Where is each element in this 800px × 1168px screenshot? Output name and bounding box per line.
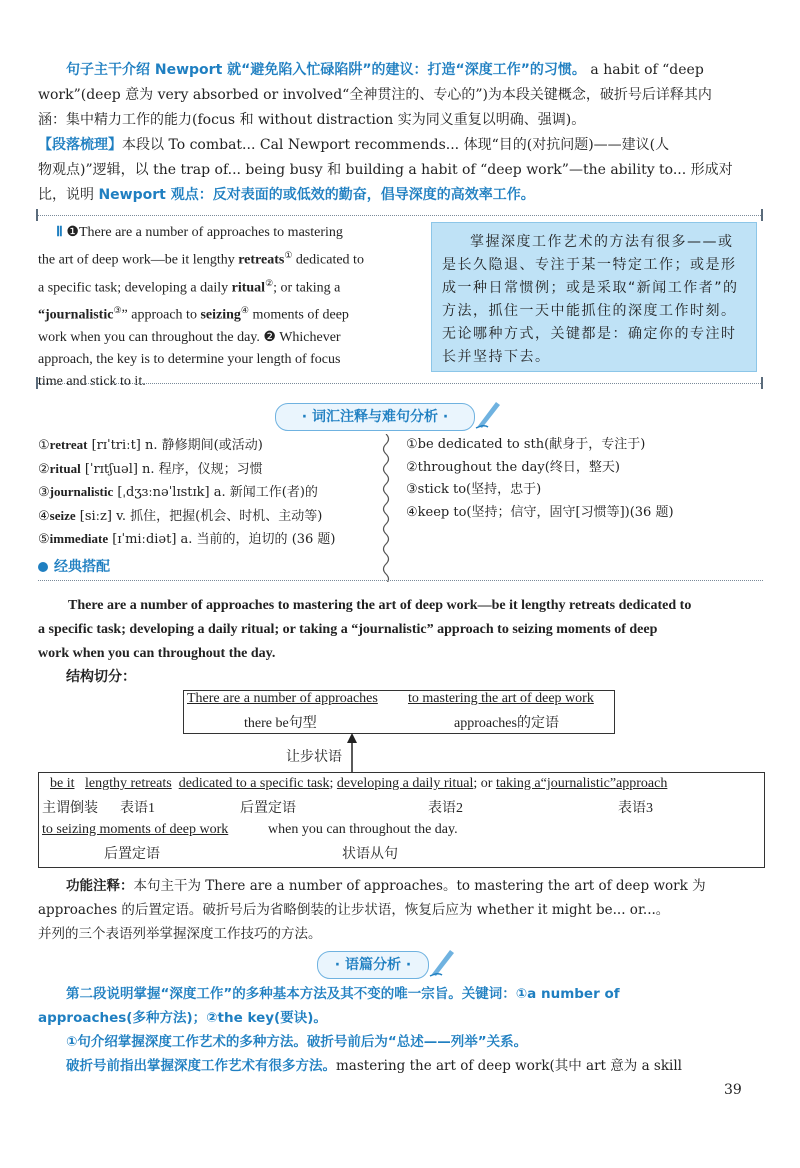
intro-key-sentence: 句子主干介绍 Newport 就“避免陷入忙碌陷阱”的建议：打造“深度工作”的习惯。 (66, 62, 586, 78)
vocab-item: ②ritual [ˈrɪtʃuəl] n. 程序，仪规；习惯 (38, 460, 263, 477)
separator (38, 383, 763, 384)
intro-conclusion: Newport 观点：反对表面的或低效的勤奋，倡导深度的高效率工作。 (98, 187, 535, 203)
bullet-icon (38, 562, 48, 572)
vocab-section-title: · 词汇注释与难句分析 · (275, 403, 475, 431)
phrase-item: ②throughout the day(终日，整天) (406, 459, 620, 475)
vocab-item: ⑤immediate [ɪˈmiːdiət] a. 当前的，迫切的 (36 题) (38, 531, 336, 547)
page-number: 39 (724, 1082, 742, 1098)
function-note-label: 功能注释： (66, 878, 134, 894)
concession-label: 让步状语 (286, 749, 342, 765)
pen-icon (474, 396, 504, 430)
vocab-item: ①retreat [rɪˈtriːt] n. 静修期间(或活动) (38, 437, 263, 453)
vocab-item: ③journalistic [ˌdʒɜːnəˈlɪstɪk] a. 新闻工作(者)的 (38, 484, 318, 500)
phrase-item: ④keep to(坚持；信守，固守[习惯等])(36 题) (406, 504, 674, 520)
phrase-item: ①be dedicated to sth(献身于，专注于) (406, 437, 646, 452)
translation-box: 掌握深度工作艺术的方法有很多——或是长久隐退、专注于某一特定工作；或是形成一种日常惯例；或是采取“新闻工作者”的方法，抓住一天中能抓住的深度工作时刻。无论哪种方式，关键都是：确定你的专注时长并坚持下去。 (431, 222, 757, 372)
key-sentence: There are a number of approaches to mastering the art of deep work—be it lengthy retreats dedicated to a specific task; developing a daily ritual; or taking a “journalistic” approach to seizing moments of deep work when you can throughout the day. (38, 598, 692, 661)
phrase-item: ③stick to(坚持，忠于) (406, 482, 542, 497)
paragraph-summary-label: 【段落梳理】 (38, 137, 122, 153)
separator (38, 580, 763, 581)
intro-paragraph: 句子主干介绍 Newport 就“避免陷入忙碌陷阱”的建议：打造“深度工作”的习惯。 a habit of “deep work”(deep 意为 very absorbed or involved“全神贯注的、专心的”)为本段关键概念，破折号后详释其内 涵：集中精力工作的能力(focus 和 without distraction 实为同义重复以明确、强调)。 【段落梳理】本段以 To combat... Cal Newport recommends... 体现“目的(对抗问题)——建议(人 物观点)”逻辑，以 the trap of... being busy 和 building a habit of “deep work”—the ability to... 形成对 比，说明 Newport 观点：反对表面的或低效的勤奋，倡导深度的高效率工作。 (38, 62, 733, 203)
phrase-list (406, 434, 756, 524)
arrow-up-icon (346, 733, 358, 773)
separator (38, 215, 763, 216)
structure-label: 结构切分： (66, 669, 136, 685)
passage-paragraph: Ⅱ ❶There are a number of approaches to mastering the art of deep work—be it lengthy retreats① dedicated to a specific task; developing a daily ritual②; or taking a “journalistic③” approach to seizing④ moments of deep work when you can throughout the day. ❷ Whichever approach, the key is to determine your length of focus time and stick to it. (38, 225, 364, 389)
vocab-list (38, 434, 388, 552)
vocab-item: ④seize [siːz] v. 抓住，把握(机会、时机、主动等) (38, 507, 323, 524)
chain-divider (380, 434, 392, 582)
function-note: 功能注释：本句主干为 There are a number of approaches。to mastering the art of deep work 为 approaches 的后置定语。破折号后为省略倒装的让步状语，恢复后应为 whether it might be... or...。 并列的三个表语列举掌握深度工作技巧的方法。 (38, 878, 706, 942)
discourse-section-title: · 语篇分析 · (317, 951, 429, 979)
classic-collocation-label: 经典搭配 (38, 556, 110, 576)
clause-row-1: be it lengthy retreats dedicated to a specific task; developing a daily ritual; or taking a“journalistic”approach (50, 776, 668, 791)
pen-icon (428, 944, 458, 978)
paragraph-marker: Ⅱ (56, 225, 63, 240)
discourse-analysis: 第二段说明掌握“深度工作”的多种基本方法及其不变的唯一宗旨。关键词：①a number of approaches(多种方法)；②the key(要诀)。 ①句介绍掌握深度工作艺术的多种方法。破折号前后为“总述——列举”关系。 破折号前指出掌握深度工作艺术有很多方法。mastering the art of deep work(其中 art 意为 a skill (38, 986, 682, 1074)
